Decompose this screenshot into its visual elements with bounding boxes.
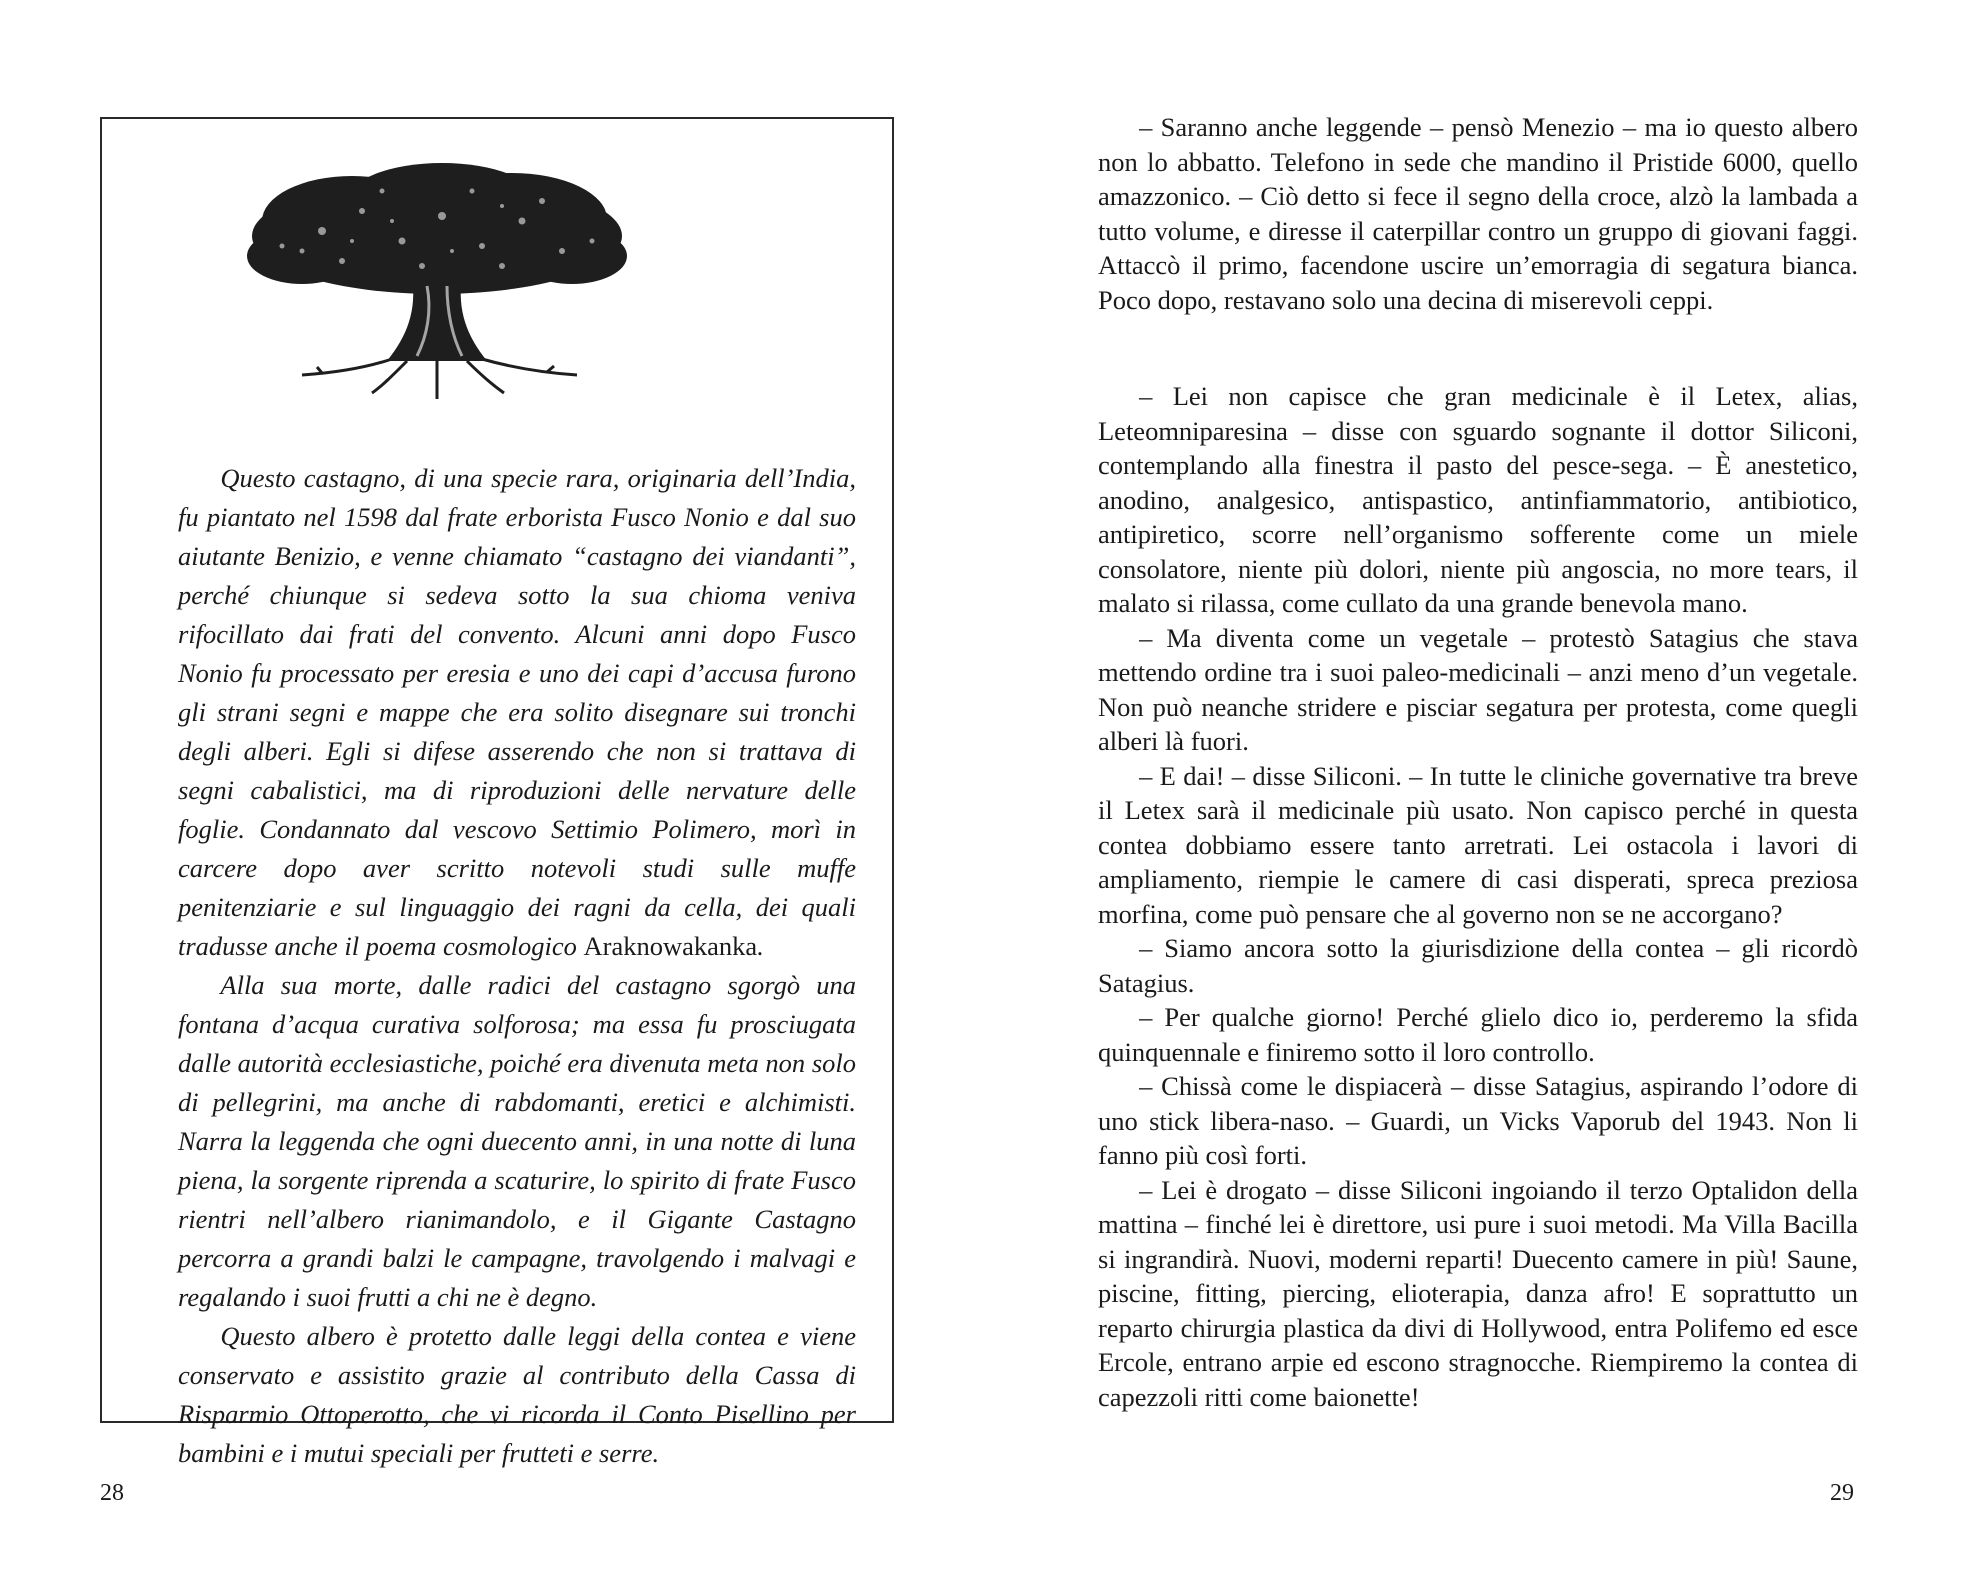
sidebar-paragraph: Questo castagno, di una specie rara, originaria dell’India, fu piantato nel 1598 dal frate erborista Fusco Nonio e dal suo aiutante Benizio, e venne chiamato “castagno dei viandanti”, perché chiunque si sedeva sotto la sua chioma veniva rifocillato dai frati del convento. Alcuni anni dopo Fusco Nonio fu processato per eresia e uno dei capi d’accusa furono gli strani segni e mappe che era solito disegnare sui tronchi degli alberi. Egli si difese asserendo che non si trattava di segni cabalistici, ma di riproduzioni delle nervature delle foglie. Condannato dal vescovo Settimio Polimero, morì in carcere dopo aver scritto notevoli studi sulle muffe penitenziarie e sul linguaggio dei ragni da cella, dei quali tradusse anche il poema cosmologico Araknowakanka. (178, 463, 856, 961)
body-paragraph: – Ma diventa come un vegetale – protestò Satagius che stava mettendo ordine tra i suoi paleo-medicinali – anzi meno d’un vegetale. Non può neanche stridere e pisciar segatura per protesta, come quegli alberi là fuori. (1098, 622, 1858, 756)
right-page (985, 0, 1971, 1588)
page-number-right: 29 (1830, 1480, 1854, 1506)
sidebar-paragraph: Questo albero è protetto dalle leggi della contea e viene conservato e assistito grazie al contributo della Cassa di Risparmio Ottoperotto, che vi ricorda il Conto Pisellino per bambini e i mutui speciali per frutteti e serre. (178, 1321, 856, 1468)
body-paragraph: – Chissà come le dispiacerà – disse Satagius, aspirando l’odore di uno stick libera-naso. – Guardi, un Vicks Vaporub del 1943. Non li fanno più così forti. (1098, 1071, 1858, 1170)
sidebar-text (178, 459, 856, 1473)
body-paragraph: – Per qualche giorno! Perché glielo dico io, perderemo la sfida quinquennale e finiremo sotto il loro controllo. (1098, 1002, 1858, 1067)
body-paragraph: – Siamo ancora sotto la giurisdizione della contea – gli ricordò Satagius. (1098, 933, 1858, 998)
body-paragraph: – Lei è drogato – disse Siliconi ingoiando il terzo Optalidon della mattina – finché lei è direttore, usi pure i suoi metodi. Ma Villa Bacilla si ingrandirà. Nuovi, moderni reparti! Duecento camere in più! Saune, piscine, fitting, piercing, elioterapia, danza afro! E soprattutto un reparto chirurgia plastica da divi di Hollywood, entra Polifemo ed esce Ercole, entrano arpie ed escono stragnocche. Riempiremo la contea di capezzoli ritti come baionette! (1098, 1174, 1858, 1412)
body-paragraph: – Lei non capisce che gran medicinale è il Letex, alias, Leteomniparesina – disse con sguardo sognante il dottor Siliconi, contemplando alla finestra il pasto del pesce-sega. – È anestetico, anodino, analgesico, antispastico, antinfiammatorio, antibiotico, antipiretico, scorre nell’organismo sofferente come un miele consolatore, niente più dolori, niente più angoscia, no more tears, il malato si rilassa, come cullato da una grande benevola mano. (1098, 381, 1858, 618)
poem-title: Araknowakanka (583, 931, 758, 961)
sidebar-paragraph: Alla sua morte, dalle radici del castagno sgorgò una fontana d’acqua curativa solforosa; ma essa fu prosciugata dalle autorità ecclesiastiche, poiché era divenuta meta non solo di pellegrini, ma anche di rabdomanti, eretici e alchimisti. Narra la leggenda che ogni duecento anni, in una notte di luna piena, la sorgente riprenda a scaturire, lo spirito di frate Fusco rientri nell’albero rianimandolo, e il Gigante Castagno percorra a grandi balzi le campagne, travolgendo i malvagi e regalando i suoi frutti a chi ne è degno. (178, 970, 856, 1312)
body-paragraph: – Saranno anche leggende – pensò Menezio – ma io questo albero non lo abbatto. Telefono in sede che mandino il Pristide 6000, quello amazzonico. – Ciò detto si fece il segno della croce, alzò la lambada a tutto volume, e diresse il caterpillar contro un gruppo di giovani faggi. Attaccò il primo, facendone uscire un’emorragia di segatura bianca. Poco dopo, restavano solo una decina di miserevoli ceppi. (1098, 112, 1858, 315)
body-paragraph: – E dai! – disse Siliconi. – In tutte le cliniche governative tra breve il Letex sarà il medicinale più usato. Non capisco perché in questa contea dobbiamo essere tanto arretrati. Lei ostacola i lavori di ampliamento, riempie le camere di casi disperati, spreca preziosa morfina, come può pensare che al governo non se ne accorgano? (1098, 760, 1858, 929)
section-break (1098, 317, 1858, 379)
page-number-left: 28 (100, 1480, 124, 1506)
boxed-sidebar (100, 117, 894, 1468)
chestnut-tree-illustration (242, 161, 632, 401)
left-page (0, 0, 985, 1588)
body-text (1098, 110, 1858, 1414)
